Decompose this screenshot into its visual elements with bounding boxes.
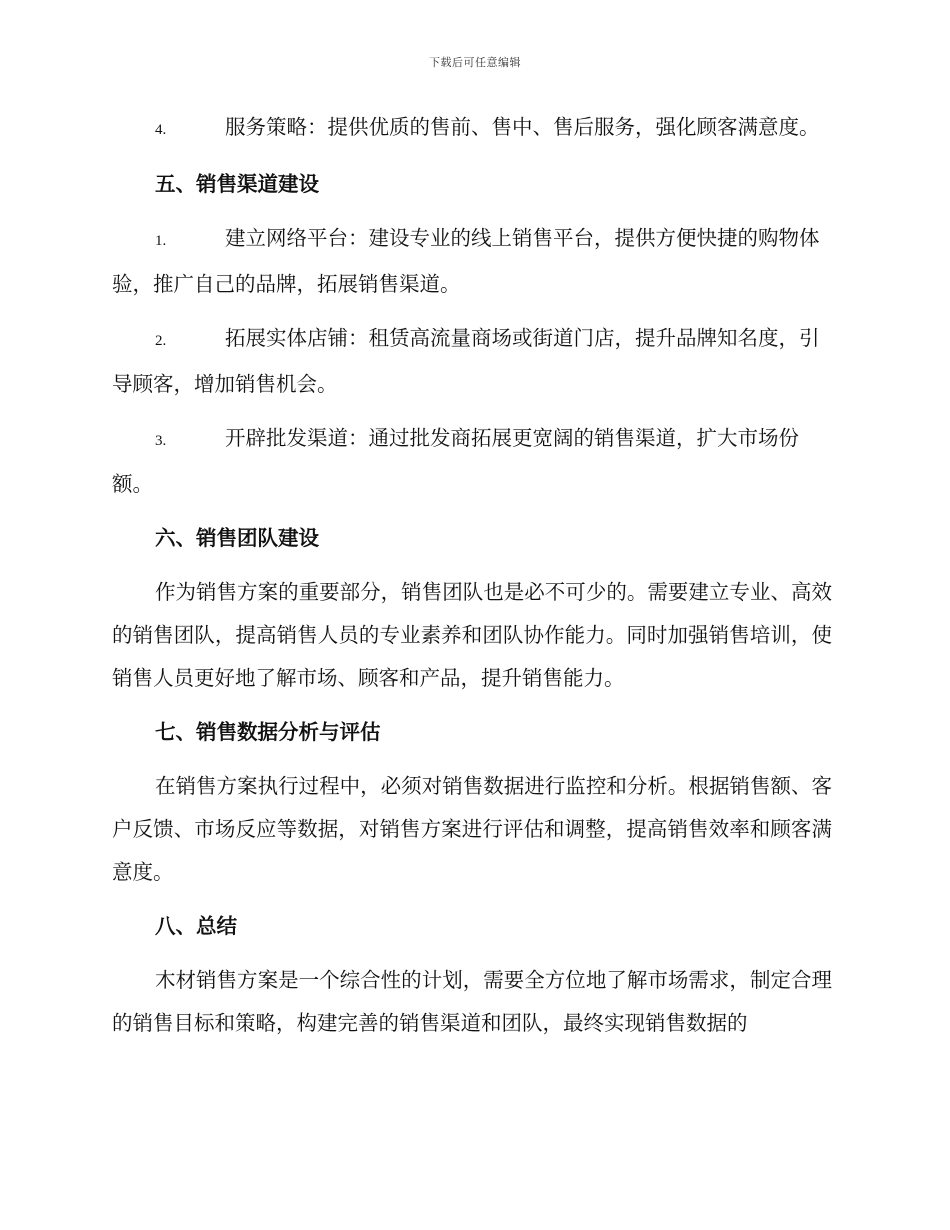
document-body [112,106,832,1056]
list-item-physical-stores [112,317,832,406]
list-number: 3. [155,433,167,449]
paragraph-data-analysis: 在销售方案执行过程中，必须对销售数据进行监控和分析。根据销售额、客户反馈、市场反应等数据，对销售方案进行评估和调整，提高销售效率和顾客满意度。 [112,774,832,884]
list-number: 4. [155,122,167,138]
list-item-text: 服务策略：提供优质的售前、售中、售后服务，强化顾客满意度。 [225,115,820,139]
section-heading-summary: 八、总结 [155,914,237,938]
list-number: 2. [155,333,167,349]
paragraph-sales-team: 作为销售方案的重要部分，销售团队也是必不可少的。需要建立专业、高效的销售团队，提高销售人员的专业素养和团队协作能力。同时加强销售培训，使销售人员更好地了解市场、顾客和产品，提升销售能力。 [112,580,832,690]
section-heading-sales-channels: 五、销售渠道建设 [155,172,319,196]
list-item-text: 建立网络平台：建设专业的线上销售平台，提供方便快捷的购物体验，推广自己的品牌，拓展销售渠道。 [112,226,820,296]
list-item-online-platform [112,217,832,306]
list-item-wholesale-channel [112,417,832,506]
section-heading-data-analysis: 七、销售数据分析与评估 [155,720,381,744]
section-heading-sales-team: 六、销售团队建设 [155,526,319,550]
paragraph-summary: 木材销售方案是一个综合性的计划，需要全方位地了解市场需求，制定合理的销售目标和策略，构建完善的销售渠道和团队，最终实现销售数据的 [112,968,832,1035]
list-item-service-strategy [112,106,832,152]
list-number: 1. [155,233,167,249]
list-item-text: 拓展实体店铺：租赁高流量商场或街道门店，提升品牌知名度，引导顾客，增加销售机会。 [112,326,820,396]
page-header: 下载后可任意编辑 [429,56,521,69]
list-item-text: 开辟批发渠道：通过批发商拓展更宽阔的销售渠道，扩大市场份额。 [112,426,799,496]
